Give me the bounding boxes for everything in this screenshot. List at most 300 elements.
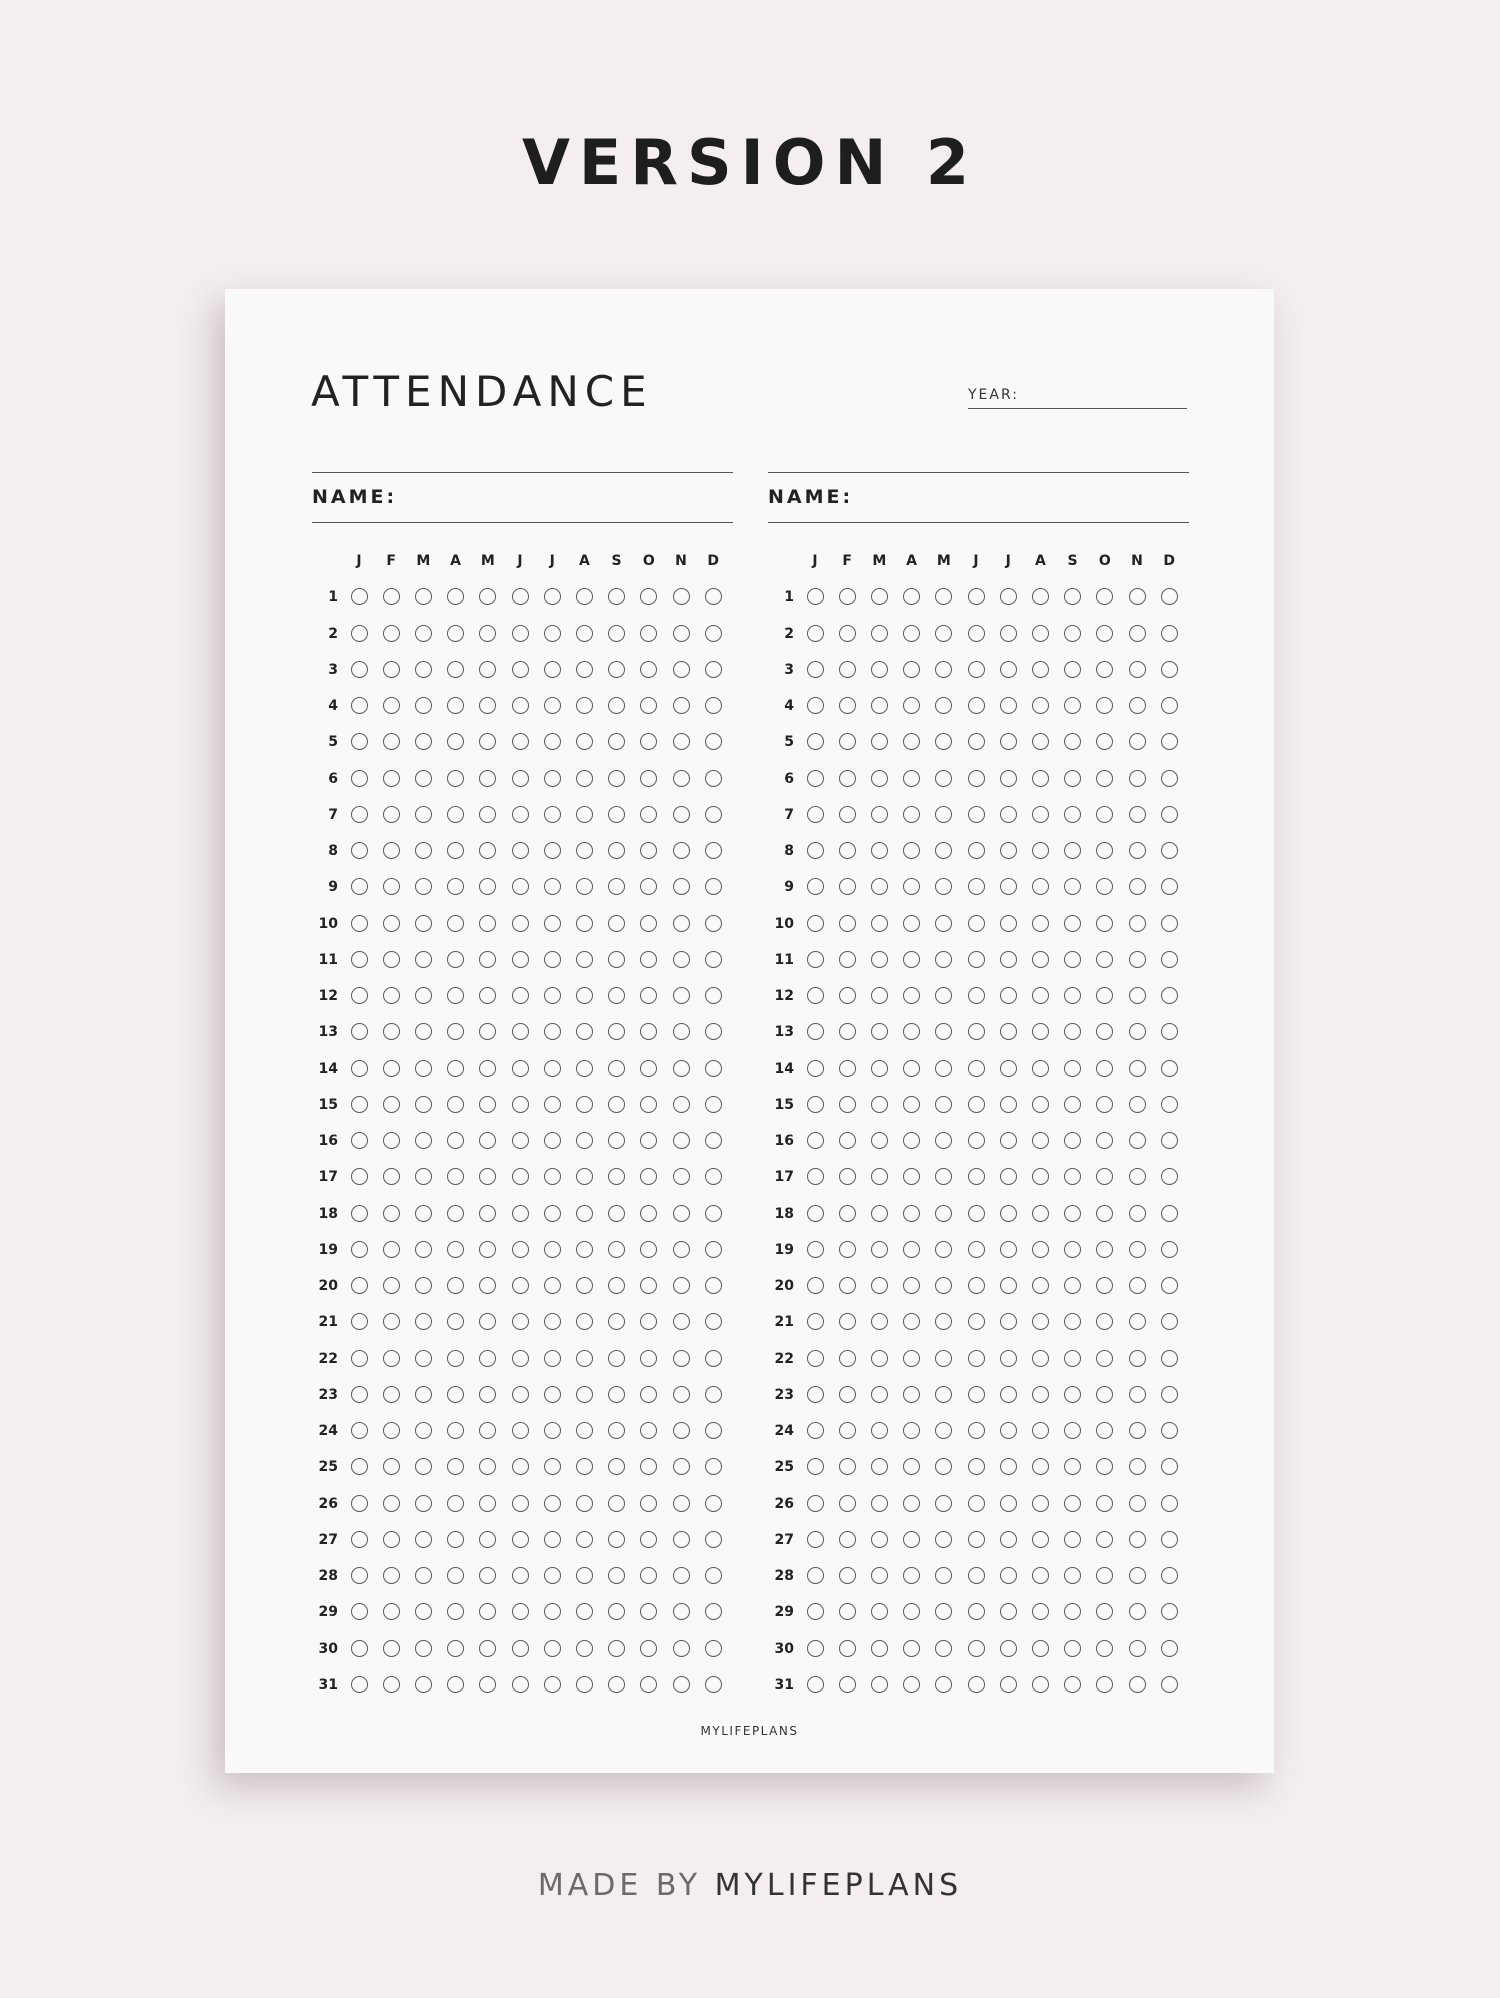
attendance-checkbox[interactable] — [673, 1132, 690, 1149]
attendance-checkbox[interactable] — [807, 1313, 824, 1330]
attendance-checkbox[interactable] — [1129, 1060, 1146, 1077]
attendance-checkbox[interactable] — [608, 661, 625, 678]
attendance-checkbox[interactable] — [544, 1458, 561, 1475]
attendance-checkbox[interactable] — [903, 770, 920, 787]
attendance-checkbox[interactable] — [807, 1350, 824, 1367]
attendance-checkbox[interactable] — [415, 1495, 432, 1512]
attendance-checkbox[interactable] — [903, 697, 920, 714]
attendance-checkbox[interactable] — [968, 588, 985, 605]
attendance-checkbox[interactable] — [383, 1422, 400, 1439]
attendance-checkbox[interactable] — [705, 697, 722, 714]
attendance-checkbox[interactable] — [673, 1350, 690, 1367]
attendance-checkbox[interactable] — [871, 661, 888, 678]
attendance-checkbox[interactable] — [1129, 770, 1146, 787]
attendance-checkbox[interactable] — [351, 1603, 368, 1620]
attendance-checkbox[interactable] — [383, 1640, 400, 1657]
attendance-checkbox[interactable] — [447, 1350, 464, 1367]
attendance-checkbox[interactable] — [512, 1567, 529, 1584]
attendance-checkbox[interactable] — [968, 951, 985, 968]
attendance-checkbox[interactable] — [673, 987, 690, 1004]
attendance-checkbox[interactable] — [351, 915, 368, 932]
attendance-checkbox[interactable] — [544, 1168, 561, 1185]
attendance-checkbox[interactable] — [512, 697, 529, 714]
attendance-checkbox[interactable] — [968, 1277, 985, 1294]
attendance-checkbox[interactable] — [1064, 625, 1081, 642]
attendance-checkbox[interactable] — [1096, 770, 1113, 787]
attendance-checkbox[interactable] — [640, 1458, 657, 1475]
attendance-checkbox[interactable] — [1096, 1458, 1113, 1475]
attendance-checkbox[interactable] — [544, 987, 561, 1004]
attendance-checkbox[interactable] — [903, 806, 920, 823]
attendance-checkbox[interactable] — [415, 915, 432, 932]
attendance-checkbox[interactable] — [871, 1060, 888, 1077]
attendance-checkbox[interactable] — [968, 733, 985, 750]
attendance-checkbox[interactable] — [415, 1640, 432, 1657]
attendance-checkbox[interactable] — [383, 1132, 400, 1149]
attendance-checkbox[interactable] — [935, 1277, 952, 1294]
attendance-checkbox[interactable] — [673, 1640, 690, 1657]
attendance-checkbox[interactable] — [1161, 1060, 1178, 1077]
attendance-checkbox[interactable] — [351, 1386, 368, 1403]
attendance-checkbox[interactable] — [1161, 1023, 1178, 1040]
attendance-checkbox[interactable] — [447, 1422, 464, 1439]
attendance-checkbox[interactable] — [1032, 1205, 1049, 1222]
attendance-checkbox[interactable] — [415, 1458, 432, 1475]
attendance-checkbox[interactable] — [839, 1640, 856, 1657]
attendance-checkbox[interactable] — [871, 1277, 888, 1294]
attendance-checkbox[interactable] — [1000, 842, 1017, 859]
attendance-checkbox[interactable] — [673, 1313, 690, 1330]
attendance-checkbox[interactable] — [608, 1350, 625, 1367]
attendance-checkbox[interactable] — [673, 878, 690, 895]
attendance-checkbox[interactable] — [705, 806, 722, 823]
attendance-checkbox[interactable] — [351, 1096, 368, 1113]
attendance-checkbox[interactable] — [1096, 1676, 1113, 1693]
attendance-checkbox[interactable] — [351, 588, 368, 605]
attendance-checkbox[interactable] — [673, 951, 690, 968]
attendance-checkbox[interactable] — [705, 1313, 722, 1330]
attendance-checkbox[interactable] — [415, 951, 432, 968]
attendance-checkbox[interactable] — [512, 1350, 529, 1367]
attendance-checkbox[interactable] — [807, 625, 824, 642]
attendance-checkbox[interactable] — [447, 770, 464, 787]
attendance-checkbox[interactable] — [673, 733, 690, 750]
attendance-checkbox[interactable] — [903, 1132, 920, 1149]
attendance-checkbox[interactable] — [871, 1023, 888, 1040]
attendance-checkbox[interactable] — [383, 1350, 400, 1367]
attendance-checkbox[interactable] — [839, 1495, 856, 1512]
attendance-checkbox[interactable] — [1129, 1096, 1146, 1113]
attendance-checkbox[interactable] — [447, 1458, 464, 1475]
attendance-checkbox[interactable] — [608, 1096, 625, 1113]
attendance-checkbox[interactable] — [608, 1023, 625, 1040]
attendance-checkbox[interactable] — [479, 1458, 496, 1475]
attendance-checkbox[interactable] — [871, 1168, 888, 1185]
attendance-checkbox[interactable] — [1000, 1023, 1017, 1040]
attendance-checkbox[interactable] — [705, 1096, 722, 1113]
attendance-checkbox[interactable] — [640, 1567, 657, 1584]
attendance-checkbox[interactable] — [415, 1168, 432, 1185]
attendance-checkbox[interactable] — [640, 697, 657, 714]
attendance-checkbox[interactable] — [576, 1386, 593, 1403]
attendance-checkbox[interactable] — [935, 697, 952, 714]
attendance-checkbox[interactable] — [1161, 1422, 1178, 1439]
attendance-checkbox[interactable] — [479, 697, 496, 714]
attendance-checkbox[interactable] — [807, 1676, 824, 1693]
attendance-checkbox[interactable] — [705, 1531, 722, 1548]
attendance-checkbox[interactable] — [935, 1531, 952, 1548]
attendance-checkbox[interactable] — [935, 1023, 952, 1040]
attendance-checkbox[interactable] — [1000, 1531, 1017, 1548]
attendance-checkbox[interactable] — [415, 733, 432, 750]
attendance-checkbox[interactable] — [903, 1205, 920, 1222]
attendance-checkbox[interactable] — [871, 1313, 888, 1330]
attendance-checkbox[interactable] — [447, 1495, 464, 1512]
attendance-checkbox[interactable] — [673, 1168, 690, 1185]
attendance-checkbox[interactable] — [903, 588, 920, 605]
attendance-checkbox[interactable] — [479, 1640, 496, 1657]
attendance-checkbox[interactable] — [1161, 915, 1178, 932]
attendance-checkbox[interactable] — [415, 987, 432, 1004]
attendance-checkbox[interactable] — [512, 878, 529, 895]
attendance-checkbox[interactable] — [903, 1313, 920, 1330]
attendance-checkbox[interactable] — [935, 951, 952, 968]
attendance-checkbox[interactable] — [576, 1422, 593, 1439]
attendance-checkbox[interactable] — [1096, 842, 1113, 859]
attendance-checkbox[interactable] — [383, 1023, 400, 1040]
attendance-checkbox[interactable] — [640, 806, 657, 823]
attendance-checkbox[interactable] — [415, 1350, 432, 1367]
attendance-checkbox[interactable] — [903, 625, 920, 642]
attendance-checkbox[interactable] — [512, 1603, 529, 1620]
attendance-checkbox[interactable] — [415, 1060, 432, 1077]
attendance-checkbox[interactable] — [1096, 951, 1113, 968]
attendance-checkbox[interactable] — [608, 1277, 625, 1294]
attendance-checkbox[interactable] — [903, 1023, 920, 1040]
attendance-checkbox[interactable] — [968, 1060, 985, 1077]
attendance-checkbox[interactable] — [705, 1640, 722, 1657]
attendance-checkbox[interactable] — [479, 1603, 496, 1620]
attendance-checkbox[interactable] — [935, 588, 952, 605]
attendance-checkbox[interactable] — [351, 1422, 368, 1439]
attendance-checkbox[interactable] — [1000, 1096, 1017, 1113]
attendance-checkbox[interactable] — [1000, 733, 1017, 750]
attendance-checkbox[interactable] — [608, 1313, 625, 1330]
attendance-checkbox[interactable] — [871, 1567, 888, 1584]
attendance-checkbox[interactable] — [447, 878, 464, 895]
attendance-checkbox[interactable] — [903, 1603, 920, 1620]
attendance-checkbox[interactable] — [968, 1132, 985, 1149]
attendance-checkbox[interactable] — [903, 1531, 920, 1548]
attendance-checkbox[interactable] — [1000, 1422, 1017, 1439]
attendance-checkbox[interactable] — [705, 733, 722, 750]
attendance-checkbox[interactable] — [1161, 770, 1178, 787]
attendance-checkbox[interactable] — [383, 1313, 400, 1330]
attendance-checkbox[interactable] — [544, 878, 561, 895]
attendance-checkbox[interactable] — [839, 770, 856, 787]
attendance-checkbox[interactable] — [351, 878, 368, 895]
attendance-checkbox[interactable] — [1000, 806, 1017, 823]
attendance-checkbox[interactable] — [479, 1023, 496, 1040]
attendance-checkbox[interactable] — [512, 770, 529, 787]
attendance-checkbox[interactable] — [640, 588, 657, 605]
attendance-checkbox[interactable] — [935, 1350, 952, 1367]
attendance-checkbox[interactable] — [608, 878, 625, 895]
attendance-checkbox[interactable] — [640, 1277, 657, 1294]
attendance-checkbox[interactable] — [640, 1640, 657, 1657]
attendance-checkbox[interactable] — [968, 1313, 985, 1330]
attendance-checkbox[interactable] — [1129, 842, 1146, 859]
attendance-checkbox[interactable] — [1096, 1495, 1113, 1512]
attendance-checkbox[interactable] — [705, 625, 722, 642]
attendance-checkbox[interactable] — [968, 1205, 985, 1222]
attendance-checkbox[interactable] — [1000, 1386, 1017, 1403]
attendance-checkbox[interactable] — [1032, 1313, 1049, 1330]
attendance-checkbox[interactable] — [512, 1096, 529, 1113]
attendance-checkbox[interactable] — [576, 1060, 593, 1077]
attendance-checkbox[interactable] — [673, 1386, 690, 1403]
attendance-checkbox[interactable] — [705, 1205, 722, 1222]
attendance-checkbox[interactable] — [383, 842, 400, 859]
attendance-checkbox[interactable] — [479, 806, 496, 823]
attendance-checkbox[interactable] — [1161, 987, 1178, 1004]
attendance-checkbox[interactable] — [544, 770, 561, 787]
attendance-checkbox[interactable] — [608, 1603, 625, 1620]
attendance-checkbox[interactable] — [576, 951, 593, 968]
attendance-checkbox[interactable] — [415, 1603, 432, 1620]
attendance-checkbox[interactable] — [608, 625, 625, 642]
attendance-checkbox[interactable] — [1161, 951, 1178, 968]
attendance-checkbox[interactable] — [1161, 1603, 1178, 1620]
attendance-checkbox[interactable] — [640, 661, 657, 678]
attendance-checkbox[interactable] — [903, 987, 920, 1004]
attendance-checkbox[interactable] — [479, 1676, 496, 1693]
attendance-checkbox[interactable] — [383, 1495, 400, 1512]
attendance-checkbox[interactable] — [640, 770, 657, 787]
attendance-checkbox[interactable] — [1032, 915, 1049, 932]
attendance-checkbox[interactable] — [839, 987, 856, 1004]
attendance-checkbox[interactable] — [640, 1132, 657, 1149]
attendance-checkbox[interactable] — [640, 1676, 657, 1693]
attendance-checkbox[interactable] — [576, 1132, 593, 1149]
attendance-checkbox[interactable] — [1000, 661, 1017, 678]
attendance-checkbox[interactable] — [479, 987, 496, 1004]
attendance-checkbox[interactable] — [1032, 733, 1049, 750]
attendance-checkbox[interactable] — [1096, 588, 1113, 605]
attendance-checkbox[interactable] — [415, 1422, 432, 1439]
attendance-checkbox[interactable] — [351, 1495, 368, 1512]
attendance-checkbox[interactable] — [479, 588, 496, 605]
attendance-checkbox[interactable] — [415, 1241, 432, 1258]
attendance-checkbox[interactable] — [351, 806, 368, 823]
attendance-checkbox[interactable] — [968, 987, 985, 1004]
attendance-checkbox[interactable] — [447, 625, 464, 642]
attendance-checkbox[interactable] — [673, 1422, 690, 1439]
attendance-checkbox[interactable] — [935, 1458, 952, 1475]
attendance-checkbox[interactable] — [1161, 1132, 1178, 1149]
attendance-checkbox[interactable] — [544, 625, 561, 642]
attendance-checkbox[interactable] — [544, 1495, 561, 1512]
attendance-checkbox[interactable] — [544, 915, 561, 932]
attendance-checkbox[interactable] — [1064, 770, 1081, 787]
attendance-checkbox[interactable] — [673, 1277, 690, 1294]
attendance-checkbox[interactable] — [383, 1676, 400, 1693]
attendance-checkbox[interactable] — [839, 915, 856, 932]
attendance-checkbox[interactable] — [1032, 1132, 1049, 1149]
attendance-checkbox[interactable] — [705, 1132, 722, 1149]
attendance-checkbox[interactable] — [415, 1313, 432, 1330]
attendance-checkbox[interactable] — [576, 878, 593, 895]
attendance-checkbox[interactable] — [576, 1168, 593, 1185]
attendance-checkbox[interactable] — [871, 1676, 888, 1693]
attendance-checkbox[interactable] — [807, 733, 824, 750]
attendance-checkbox[interactable] — [1000, 1277, 1017, 1294]
attendance-checkbox[interactable] — [903, 661, 920, 678]
attendance-checkbox[interactable] — [1161, 1205, 1178, 1222]
attendance-checkbox[interactable] — [673, 1603, 690, 1620]
attendance-checkbox[interactable] — [968, 1350, 985, 1367]
attendance-checkbox[interactable] — [1129, 915, 1146, 932]
attendance-checkbox[interactable] — [968, 1567, 985, 1584]
attendance-checkbox[interactable] — [512, 842, 529, 859]
attendance-checkbox[interactable] — [479, 951, 496, 968]
attendance-checkbox[interactable] — [935, 1313, 952, 1330]
attendance-checkbox[interactable] — [807, 1603, 824, 1620]
attendance-checkbox[interactable] — [479, 1205, 496, 1222]
attendance-checkbox[interactable] — [544, 1205, 561, 1222]
attendance-checkbox[interactable] — [351, 1132, 368, 1149]
attendance-checkbox[interactable] — [871, 1603, 888, 1620]
attendance-checkbox[interactable] — [968, 697, 985, 714]
attendance-checkbox[interactable] — [807, 697, 824, 714]
attendance-checkbox[interactable] — [640, 1205, 657, 1222]
attendance-checkbox[interactable] — [544, 1603, 561, 1620]
attendance-checkbox[interactable] — [839, 1096, 856, 1113]
attendance-checkbox[interactable] — [1096, 1603, 1113, 1620]
attendance-checkbox[interactable] — [479, 1313, 496, 1330]
attendance-checkbox[interactable] — [608, 1132, 625, 1149]
attendance-checkbox[interactable] — [1096, 987, 1113, 1004]
attendance-checkbox[interactable] — [1096, 1531, 1113, 1548]
attendance-checkbox[interactable] — [383, 987, 400, 1004]
attendance-checkbox[interactable] — [673, 1495, 690, 1512]
attendance-checkbox[interactable] — [1129, 1168, 1146, 1185]
attendance-checkbox[interactable] — [968, 1676, 985, 1693]
attendance-checkbox[interactable] — [544, 1350, 561, 1367]
attendance-checkbox[interactable] — [479, 1277, 496, 1294]
attendance-checkbox[interactable] — [351, 770, 368, 787]
attendance-checkbox[interactable] — [807, 915, 824, 932]
attendance-checkbox[interactable] — [1129, 1241, 1146, 1258]
attendance-checkbox[interactable] — [1032, 951, 1049, 968]
attendance-checkbox[interactable] — [935, 806, 952, 823]
attendance-checkbox[interactable] — [871, 987, 888, 1004]
attendance-checkbox[interactable] — [1000, 1313, 1017, 1330]
attendance-checkbox[interactable] — [479, 1350, 496, 1367]
attendance-checkbox[interactable] — [1000, 1205, 1017, 1222]
attendance-checkbox[interactable] — [1000, 1495, 1017, 1512]
attendance-checkbox[interactable] — [705, 842, 722, 859]
attendance-checkbox[interactable] — [1161, 1567, 1178, 1584]
attendance-checkbox[interactable] — [640, 733, 657, 750]
attendance-checkbox[interactable] — [415, 1386, 432, 1403]
attendance-checkbox[interactable] — [839, 878, 856, 895]
attendance-checkbox[interactable] — [839, 1132, 856, 1149]
attendance-checkbox[interactable] — [1129, 1567, 1146, 1584]
attendance-checkbox[interactable] — [673, 770, 690, 787]
attendance-checkbox[interactable] — [1129, 1023, 1146, 1040]
attendance-checkbox[interactable] — [935, 915, 952, 932]
attendance-checkbox[interactable] — [673, 1458, 690, 1475]
attendance-checkbox[interactable] — [383, 1567, 400, 1584]
attendance-checkbox[interactable] — [839, 951, 856, 968]
attendance-checkbox[interactable] — [935, 1676, 952, 1693]
attendance-checkbox[interactable] — [608, 588, 625, 605]
attendance-checkbox[interactable] — [351, 733, 368, 750]
attendance-checkbox[interactable] — [1032, 878, 1049, 895]
attendance-checkbox[interactable] — [1032, 1422, 1049, 1439]
attendance-checkbox[interactable] — [447, 733, 464, 750]
attendance-checkbox[interactable] — [544, 1023, 561, 1040]
attendance-checkbox[interactable] — [903, 915, 920, 932]
attendance-checkbox[interactable] — [807, 1495, 824, 1512]
attendance-checkbox[interactable] — [576, 1458, 593, 1475]
attendance-checkbox[interactable] — [479, 842, 496, 859]
attendance-checkbox[interactable] — [839, 1386, 856, 1403]
attendance-checkbox[interactable] — [1096, 1060, 1113, 1077]
attendance-checkbox[interactable] — [839, 842, 856, 859]
attendance-checkbox[interactable] — [640, 1023, 657, 1040]
attendance-checkbox[interactable] — [1064, 1386, 1081, 1403]
attendance-checkbox[interactable] — [383, 1603, 400, 1620]
attendance-checkbox[interactable] — [415, 697, 432, 714]
attendance-checkbox[interactable] — [1096, 1422, 1113, 1439]
attendance-checkbox[interactable] — [479, 1567, 496, 1584]
attendance-checkbox[interactable] — [1000, 1640, 1017, 1657]
attendance-checkbox[interactable] — [935, 1168, 952, 1185]
attendance-checkbox[interactable] — [705, 951, 722, 968]
attendance-checkbox[interactable] — [673, 842, 690, 859]
attendance-checkbox[interactable] — [1129, 1458, 1146, 1475]
attendance-checkbox[interactable] — [1064, 1060, 1081, 1077]
attendance-checkbox[interactable] — [1129, 1640, 1146, 1657]
attendance-checkbox[interactable] — [512, 1060, 529, 1077]
attendance-checkbox[interactable] — [512, 1241, 529, 1258]
attendance-checkbox[interactable] — [1064, 697, 1081, 714]
attendance-checkbox[interactable] — [544, 1567, 561, 1584]
attendance-checkbox[interactable] — [351, 1531, 368, 1548]
attendance-checkbox[interactable] — [608, 697, 625, 714]
attendance-checkbox[interactable] — [935, 1603, 952, 1620]
attendance-checkbox[interactable] — [935, 1495, 952, 1512]
attendance-checkbox[interactable] — [576, 733, 593, 750]
attendance-checkbox[interactable] — [903, 1241, 920, 1258]
attendance-checkbox[interactable] — [576, 842, 593, 859]
attendance-checkbox[interactable] — [1064, 1676, 1081, 1693]
attendance-checkbox[interactable] — [935, 1205, 952, 1222]
attendance-checkbox[interactable] — [1161, 588, 1178, 605]
attendance-checkbox[interactable] — [1064, 1567, 1081, 1584]
attendance-checkbox[interactable] — [1129, 1603, 1146, 1620]
attendance-checkbox[interactable] — [576, 625, 593, 642]
attendance-checkbox[interactable] — [1096, 661, 1113, 678]
attendance-checkbox[interactable] — [383, 951, 400, 968]
attendance-checkbox[interactable] — [935, 987, 952, 1004]
attendance-checkbox[interactable] — [447, 1023, 464, 1040]
attendance-checkbox[interactable] — [447, 1531, 464, 1548]
attendance-checkbox[interactable] — [807, 1132, 824, 1149]
attendance-checkbox[interactable] — [1000, 1603, 1017, 1620]
